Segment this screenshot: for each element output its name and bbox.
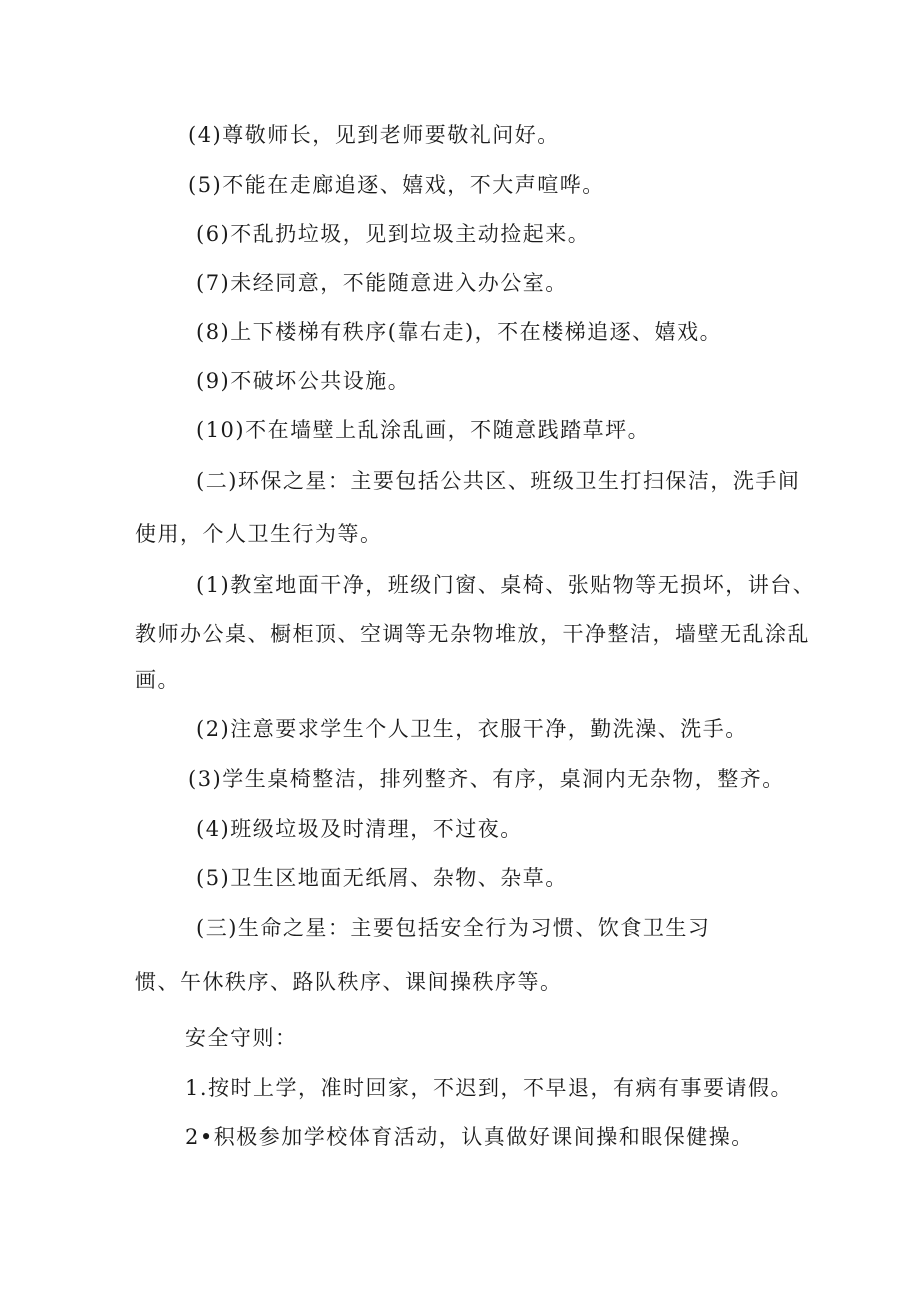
rule-item-5: (5)不能在走廊追逐、嬉戏，不大声喧哗。 xyxy=(188,173,605,197)
rule-item-4: (4)尊敬师长，见到老师要敬礼问好。 xyxy=(188,123,560,147)
rule-item-8: (8)上下楼梯有秩序(靠右走)，不在楼梯追逐、嬉戏。 xyxy=(196,320,723,344)
safety-rules-heading: 安全守则： xyxy=(185,1026,298,1050)
rule-item-9: (9)不破坏公共设施。 xyxy=(196,369,411,393)
env-item-2: (2)注意要求学生个人卫生，衣服干净，勤洗澡、洗手。 xyxy=(196,717,748,741)
safety-rule-1: 1.按时上学，准时回家，不迟到，不早退，有病有事要请假。 xyxy=(185,1076,794,1100)
rule-item-7: (7)未经同意，不能随意进入办公室。 xyxy=(196,271,568,295)
env-item-3: (3)学生桌椅整洁，排列整齐、有序，桌洞内无杂物，整齐。 xyxy=(188,767,785,791)
paragraph-line: 画。 xyxy=(135,668,180,692)
rule-item-6: (6)不乱扔垃圾，见到垃圾主动捡起来。 xyxy=(196,222,591,246)
paragraph-line: 使用，个人卫生行为等。 xyxy=(135,522,383,546)
paragraph-line: 惯、午休秩序、路队秩序、课间操秩序等。 xyxy=(135,970,563,994)
paragraph-line: 教师办公桌、橱柜顶、空调等无杂物堆放，干净整洁，墙壁无乱涂乱 xyxy=(135,622,810,646)
safety-rule-2: 2•积极参加学校体育活动，认真做好课间操和眼保健操。 xyxy=(185,1125,754,1149)
section-heading-environment: (二)环保之星：主要包括公共区、班级卫生打扫保洁，洗手间 xyxy=(196,469,801,493)
env-item-4: (4)班级垃圾及时清理，不过夜。 xyxy=(196,817,523,841)
section-heading-life: (三)生命之星：主要包括安全行为习惯、饮食卫生习 xyxy=(196,916,711,940)
env-item-5: (5)卫生区地面无纸屑、杂物、杂草。 xyxy=(196,866,568,890)
env-item-1: (1)教室地面干净，班级门窗、桌椅、张贴物等无损坏，讲台、 xyxy=(196,573,816,597)
rule-item-10: (10)不在墙壁上乱涂乱画，不随意践踏草坪。 xyxy=(196,418,651,442)
